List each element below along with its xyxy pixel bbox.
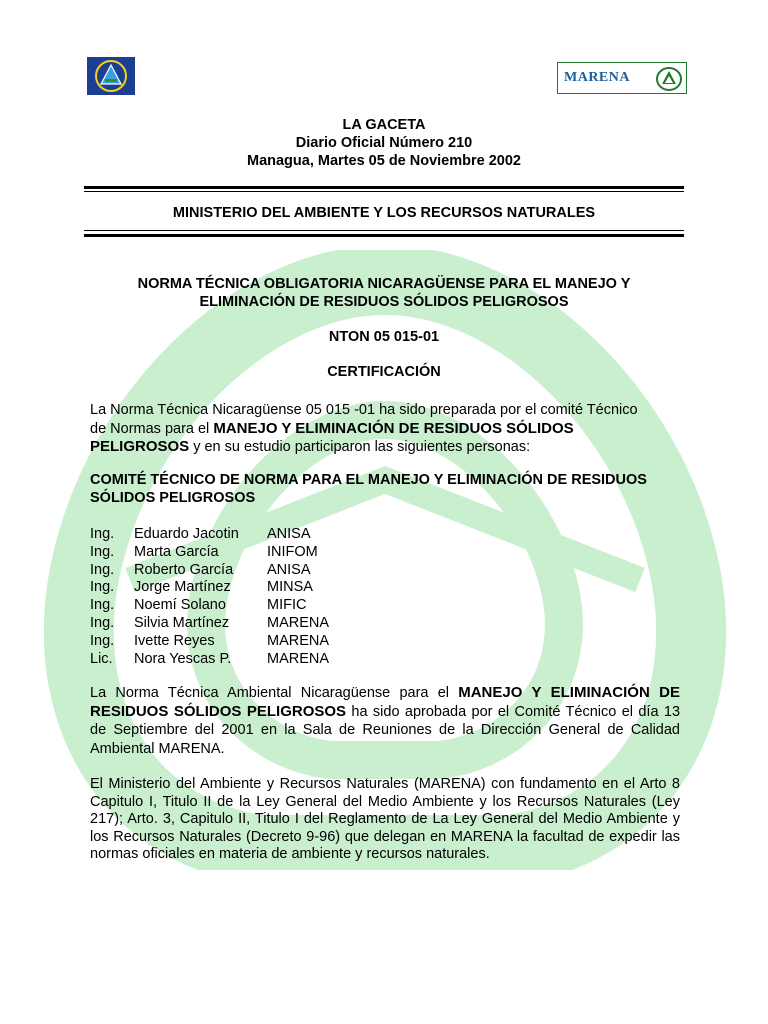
ministry-heading: MINISTERIO DEL AMBIENTE Y LOS RECURSOS NATURALES [172,205,596,221]
member-org: MARENA [267,614,330,631]
intro-bold-subject: MANEJO Y ELIMINACIÓN DE RESIDUOS SÓLIDOS [213,419,574,437]
marena-logo [557,62,687,94]
approval-pre: La Norma Técnica Ambiental Nicaragüense para el [90,685,459,701]
member-org: INIFOM [267,543,318,560]
top-rule-thick [84,186,684,189]
marena-emblem-icon [656,66,682,92]
gazette-place-date: Managua, Martes 05 de Noviembre 2002 [246,153,521,169]
intro-line2-pre: de Normas para el [90,420,214,437]
member-org: MARENA [267,650,330,667]
certification-heading: CERTIFICACIÓN [327,364,441,380]
norm-code: NTON 05 015-01 [328,329,440,345]
member-name: Marta García [134,543,219,560]
committee-members-list [90,526,490,668]
nicaragua-seal-icon [87,57,135,95]
member-row [90,633,490,651]
member-row [90,651,490,669]
approval-bold-subject: MANEJO Y ELIMINACIÓN DE RESIDUOS SÓLIDOS PELIGROSOS [90,684,680,720]
member-name: Jorge Martínez [134,579,231,596]
member-title: Ing. [90,543,115,560]
norm-title-line1: NORMA TÉCNICA OBLIGATORIA NICARAGÜENSE PARA EL MANEJO Y [137,276,631,292]
member-row [90,562,490,580]
gazette-issue: Diario Oficial Número 210 [295,135,473,151]
bottom-rule-thick [84,234,684,237]
bottom-rule-thin [84,230,684,231]
member-title: Ing. [90,526,115,542]
member-title: Lic. [90,650,113,667]
member-title: Ing. [90,597,115,614]
committee-heading-line2: SÓLIDOS PELIGROSOS [90,490,256,506]
member-title: Ing. [90,579,115,596]
member-name: Ivette Reyes [134,632,215,649]
member-name: Eduardo Jacotin [134,526,239,542]
member-row [90,544,490,562]
member-org: MINSA [267,579,313,596]
member-name: Noemí Solano [134,597,226,614]
member-row [90,597,490,615]
approval-paragraph [90,684,680,758]
intro-line1: La Norma Técnica Nicaragüense 05 015 -01 ha sido preparada por el comité Técnico [90,402,638,418]
member-row [90,579,490,597]
member-org: MARENA [267,632,330,649]
member-org: MIFIC [267,597,307,614]
member-title: Ing. [90,614,115,631]
committee-heading-line1: COMITÉ TÉCNICO DE NORMA PARA EL MANEJO Y ELIMINACIÓN DE RESIDUOS [90,472,647,488]
member-row [90,615,490,633]
member-org: ANISA [267,561,311,578]
norm-title-line2: ELIMINACIÓN DE RESIDUOS SÓLIDOS PELIGROSOS [199,294,569,310]
intro-paragraph [90,402,680,457]
intro-line3-post: y en su estudio participaron las siguientes personas: [189,439,531,455]
marena-logo-text: MARENA [564,70,630,85]
foundation-paragraph: El Ministerio del Ambiente y Recursos Naturales (MARENA) con fundamento en el Arto 8 Capitulo I, Titulo II de la Ley General del Medio Ambiente y los Recursos Naturales (Ley 217); Arto. 3, Capitulo II, Titulo I del Reglamento de La Ley General del Medio Ambiente y los Recursos Naturales (Decreto 9-96) que delegan en MARENA la facultad de expedir las normas oficiales en materia de ambiente y recursos naturales. [90,776,680,862]
member-name: Silvia Martínez [134,614,230,631]
intro-bold-peligrosos: PELIGROSOS [90,438,190,455]
member-name: Roberto García [134,561,234,578]
member-title: Ing. [90,561,115,578]
member-row [90,526,490,544]
gazette-title: LA GACETA [342,117,426,133]
member-title: Ing. [90,632,115,649]
member-name: Nora Yescas P. [134,650,232,667]
approval-post: ha sido aprobada por el Comité Técnico el día 13 de Septiembre del 2001 en la Sala de Reuniones de la Dirección General de Calidad Ambiental MARENA. [90,703,681,757]
member-org: ANISA [267,526,311,542]
top-rule-thin [84,191,684,192]
